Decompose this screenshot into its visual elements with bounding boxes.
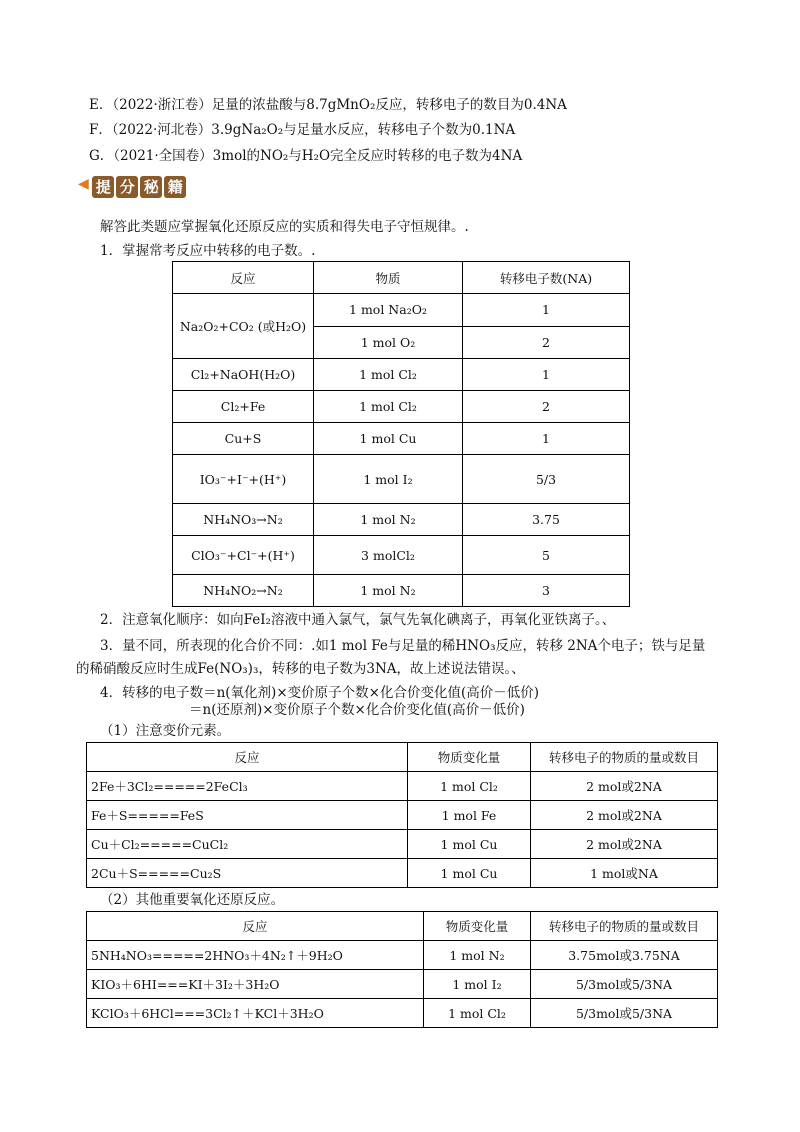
table-cell: 1 mol I₂: [424, 970, 531, 999]
table-cell: 5/3mol或5/3NA: [531, 999, 718, 1028]
option-f: F．（2022·河北卷）3.9gNa₂O₂与足量水反应，转移电子个数为0.1NA: [89, 122, 516, 138]
table-cell: 2: [463, 391, 630, 423]
table-header-cell: 转移电子的物质的量或数目: [531, 743, 718, 772]
table-cell: 2: [463, 326, 630, 359]
table-row: [173, 359, 630, 391]
table-cell: NH₄NO₂→N₂: [173, 575, 314, 607]
table-header-cell: 转移电子数(NA): [463, 262, 630, 294]
table-cell: 1 mol或NA: [531, 859, 718, 888]
badge-char: 秘: [140, 176, 162, 198]
subheading-2: （2）其他重要氧化还原反应。: [100, 892, 285, 908]
table-cell: 2Fe＋3Cl₂=====2FeCl₃: [87, 772, 408, 801]
table-header-row: [87, 912, 718, 941]
point-4a: 4．转移的电子数＝n(氧化剂)×变价原子个数×化合价变化值(高价－低价): [100, 685, 539, 701]
table-cell: 1 mol N₂: [424, 941, 531, 970]
table-header-row: [87, 743, 718, 772]
table-cell: 5/3mol或5/3NA: [531, 970, 718, 999]
table-row: [87, 999, 718, 1028]
table-cell: 1 mol Na₂O₂: [314, 294, 463, 327]
table-row: [173, 391, 630, 423]
table-cell: 3.75mol或3.75NA: [531, 941, 718, 970]
table-row: [173, 504, 630, 536]
table-row: [87, 830, 718, 859]
variable-valence-table: [86, 742, 718, 888]
point-1: 1．掌握常考反应中转移的电子数。.: [100, 243, 316, 259]
table-row: [173, 575, 630, 607]
speaker-icon: ◀: [78, 176, 89, 192]
table-header-cell: 物质: [314, 262, 463, 294]
table-header-row: [173, 262, 630, 294]
table-header-cell: 反应: [87, 912, 424, 941]
table-cell: 3: [463, 575, 630, 607]
table-header-cell: 转移电子的物质的量或数目: [531, 912, 718, 941]
tips-badge: [78, 176, 188, 202]
table-cell: 1: [463, 359, 630, 391]
point-2: 2．注意氧化顺序：如向FeI₂溶液中通入氯气，氯气先氧化碘离子，再氧化亚铁离子。、: [100, 612, 616, 628]
table-cell: 1 mol Cl₂: [424, 999, 531, 1028]
table-row: [173, 455, 630, 504]
table-cell: 2 mol或2NA: [531, 772, 718, 801]
point-4b: ＝n(还原剂)×变价原子个数×化合价变化值(高价－低价): [189, 702, 525, 718]
badge-char: 分: [116, 176, 138, 198]
table-cell: 1 mol Cl₂: [408, 772, 531, 801]
table-cell: 2 mol或2NA: [531, 801, 718, 830]
table-cell: 1 mol I₂: [314, 455, 463, 504]
table-cell: 1 mol O₂: [314, 326, 463, 359]
point-3a: 3．量不同，所表现的化合价不同：.如1 mol Fe与足量的稀HNO₃反应，转移 2NA个电子；铁与足量: [100, 638, 706, 654]
table-cell: 1 mol Cu: [408, 830, 531, 859]
table-cell: Cu＋Cl₂=====CuCl₂: [87, 830, 408, 859]
table-cell: KIO₃＋6HI===KI＋3I₂＋3H₂O: [87, 970, 424, 999]
electron-transfer-table: [172, 261, 630, 607]
table-cell: 3.75: [463, 504, 630, 536]
table-cell: Cl₂+NaOH(H₂O): [173, 359, 314, 391]
table-header-cell: 物质变化量: [408, 743, 531, 772]
table-row: [87, 970, 718, 999]
table-header-cell: 反应: [87, 743, 408, 772]
table-row: [87, 941, 718, 970]
table-cell: 5: [463, 536, 630, 575]
table-cell: ClO₃⁻+Cl⁻+(H⁺): [173, 536, 314, 575]
option-e: E．（2022·浙江卷）足量的浓盐酸与8.7gMnO₂反应，转移电子的数目为0.4NA: [89, 97, 567, 113]
other-redox-table: [86, 911, 718, 1028]
table-cell: 1: [463, 423, 630, 455]
table-cell: 3 molCl₂: [314, 536, 463, 575]
table-cell: 5/3: [463, 455, 630, 504]
intro-text: 解答此类题应掌握氧化还原反应的实质和得失电子守恒规律。.: [100, 219, 469, 235]
table-cell: 1: [463, 294, 630, 327]
table-cell: 1 mol Cl₂: [314, 391, 463, 423]
table-header-cell: 反应: [173, 262, 314, 294]
table-row: [173, 423, 630, 455]
table-row: [87, 801, 718, 830]
table-row: [173, 536, 630, 575]
badge-char: 籍: [164, 176, 186, 198]
table-cell: KClO₃＋6HCl===3Cl₂↑＋KCl＋3H₂O: [87, 999, 424, 1028]
table-cell: IO₃⁻+I⁻+(H⁺): [173, 455, 314, 504]
table-cell: 1 mol Cl₂: [314, 359, 463, 391]
table-cell: Cu+S: [173, 423, 314, 455]
option-g: G．（2021·全国卷）3mol的NO₂与H₂O完全反应时转移的电子数为4NA: [89, 148, 523, 164]
badge-char: 提: [92, 176, 114, 198]
table-row: [87, 772, 718, 801]
table-cell: 1 mol N₂: [314, 504, 463, 536]
table-cell: NH₄NO₃→N₂: [173, 504, 314, 536]
table-cell: 2Cu＋S=====Cu₂S: [87, 859, 408, 888]
table-cell: 5NH₄NO₃=====2HNO₃＋4N₂↑＋9H₂O: [87, 941, 424, 970]
table-cell: 1 mol Cu: [408, 859, 531, 888]
point-3b: 的稀硝酸反应时生成Fe(NO₃)₃，转移的电子数为3NA，故上述说法错误。、: [76, 661, 525, 677]
table-cell: 2 mol或2NA: [531, 830, 718, 859]
table-cell: Cl₂+Fe: [173, 391, 314, 423]
table-cell: 1 mol Cu: [314, 423, 463, 455]
subheading-1: （1）注意变价元素。: [100, 723, 231, 739]
table-cell: Fe＋S=====FeS: [87, 801, 408, 830]
table-row: [87, 859, 718, 888]
table-cell: 1 mol N₂: [314, 575, 463, 607]
table-row: [173, 294, 630, 327]
table-cell: Na₂O₂+CO₂ (或H₂O): [173, 294, 314, 359]
table-cell: 1 mol Fe: [408, 801, 531, 830]
table-header-cell: 物质变化量: [424, 912, 531, 941]
